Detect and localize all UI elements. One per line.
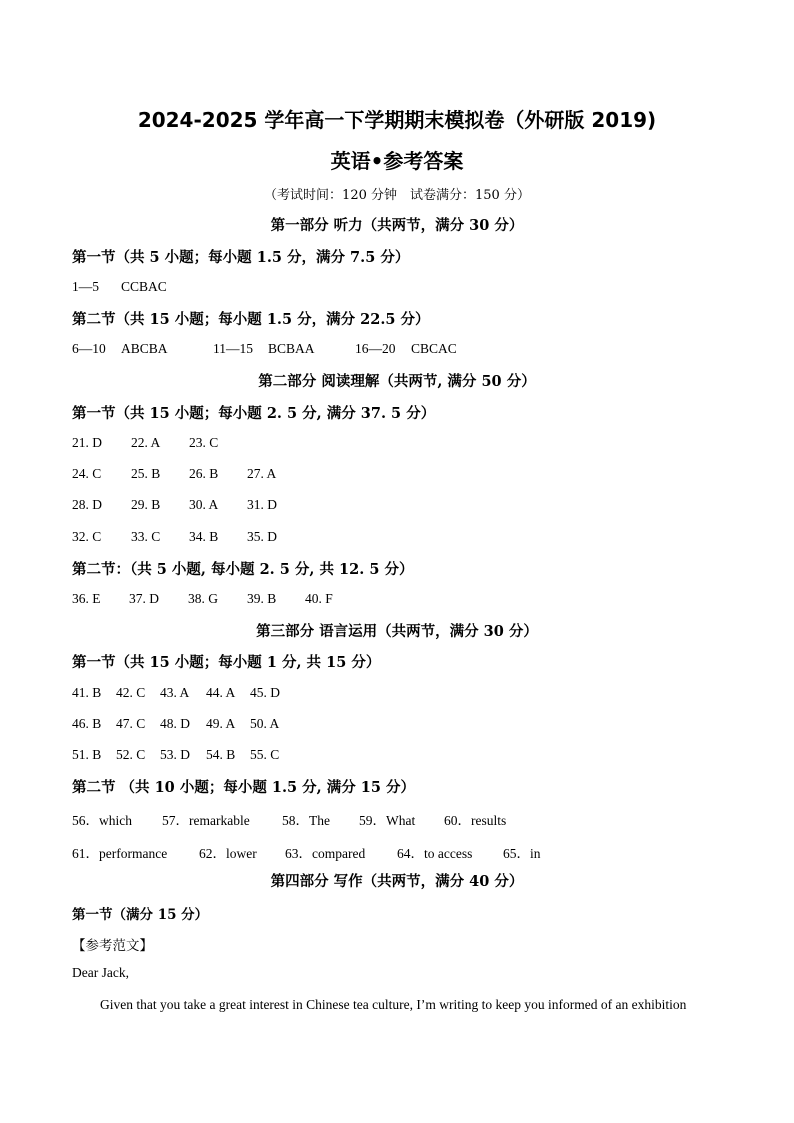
answer-item: 42. C [116, 685, 146, 700]
part2-sec1-heading: 第一节（共 15 小题；每小题 2. 5 分, 满分 37. 5 分） [72, 405, 436, 422]
answer-item: 54. B [206, 747, 236, 762]
essay-paragraph: Given that you take a great interest in Chinese tea culture, I’m writing to keep you informed of an exhibition [100, 997, 687, 1012]
sample-essay-label: 【参考范文】 [72, 938, 153, 953]
part4-title: 第四部分 写作（共两节，满分 40 分） [270, 873, 524, 890]
answer-item: 57．remarkable [162, 813, 250, 828]
answer-item: 35. D [247, 529, 277, 544]
answer-item: 40. F [305, 591, 333, 606]
answer-item: 38. G [188, 591, 218, 606]
answer-item: 45. D [250, 685, 280, 700]
answer-item: 52. C [116, 747, 146, 762]
answer-group: BCBAA [268, 341, 315, 356]
part1-sec2-heading: 第二节（共 15 小题；每小题 1.5 分，满分 22.5 分） [72, 311, 430, 328]
answer-item: 51. B [72, 747, 102, 762]
answer-item: 31. D [247, 497, 277, 512]
answer-item: 62．lower [199, 846, 257, 861]
answer-item: 41. B [72, 685, 102, 700]
answer-item: 65．in [503, 846, 541, 861]
answer-group: ABCBA [121, 341, 168, 356]
answer-range: 6—10 [72, 341, 106, 356]
answer-item: 23. C [189, 435, 219, 450]
part3-sec2-heading: 第二节 （共 10 小题；每小题 1.5 分, 满分 15 分） [72, 779, 416, 796]
answer-range: 1—5 [72, 279, 99, 294]
essay-greeting: Dear Jack, [72, 965, 129, 980]
answer-item: 46. B [72, 716, 102, 731]
answer-item: 56．which [72, 813, 132, 828]
answer-item: 50. A [250, 716, 280, 731]
part3-sec1-heading: 第一节（共 15 小题；每小题 1 分, 共 15 分） [72, 654, 381, 671]
answer-item: 25. B [131, 466, 161, 481]
answer-item: 59．What [359, 813, 416, 828]
document-title: 2024-2025 学年高一下学期期末模拟卷（外研版 2019) [137, 108, 657, 132]
answer-item: 33. C [131, 529, 161, 544]
part3-title: 第三部分 语言运用（共两节，满分 30 分） [256, 623, 538, 640]
answer-item: 36. E [72, 591, 101, 606]
answer-item: 21. D [72, 435, 102, 450]
part1-sec1-heading: 第一节（共 5 小题；每小题 1.5 分，满分 7.5 分） [72, 249, 410, 266]
part4-sec1-heading: 第一节（满分 15 分） [72, 907, 209, 923]
answer-item: 34. B [189, 529, 219, 544]
answer-item: 24. C [72, 466, 102, 481]
part2-title: 第二部分 阅读理解（共两节, 满分 50 分） [258, 373, 536, 390]
answer-item: 47. C [116, 716, 146, 731]
answer-range: 16—20 [355, 341, 396, 356]
answer-item: 55. C [250, 747, 280, 762]
answer-item: 29. B [131, 497, 161, 512]
answer-item: 39. B [247, 591, 277, 606]
answer-item: 43. A [160, 685, 190, 700]
answer-item: 48. D [160, 716, 190, 731]
answer-item: 64．to access [397, 846, 473, 861]
part1-title: 第一部分 听力（共两节，满分 30 分） [270, 217, 524, 234]
answer-item: 58．The [282, 813, 330, 828]
answer-range: 11—15 [213, 341, 253, 356]
answer-item: 53. D [160, 747, 190, 762]
answer-item: 30. A [189, 497, 219, 512]
exam-info: （考试时间：120 分钟 试卷满分：150 分） [264, 188, 530, 203]
answer-item: 26. B [189, 466, 219, 481]
answer-item: 60．results [444, 813, 507, 828]
answer-item: 37. D [129, 591, 159, 606]
answer-item: 27. A [247, 466, 277, 481]
answer-item: 49. A [206, 716, 236, 731]
answer-item: 28. D [72, 497, 102, 512]
answer-item: 63．compared [285, 846, 366, 861]
answer-item: 44. A [206, 685, 236, 700]
document-subtitle: 英语•参考答案 [330, 149, 464, 173]
answer-group: CCBAC [121, 279, 167, 294]
answer-item: 32. C [72, 529, 102, 544]
part2-sec2-heading: 第二节：（共 5 小题, 每小题 2. 5 分, 共 12. 5 分） [72, 561, 414, 578]
answer-item: 22. A [131, 435, 161, 450]
answer-item: 61．performance [72, 846, 168, 861]
answer-group: CBCAC [411, 341, 457, 356]
